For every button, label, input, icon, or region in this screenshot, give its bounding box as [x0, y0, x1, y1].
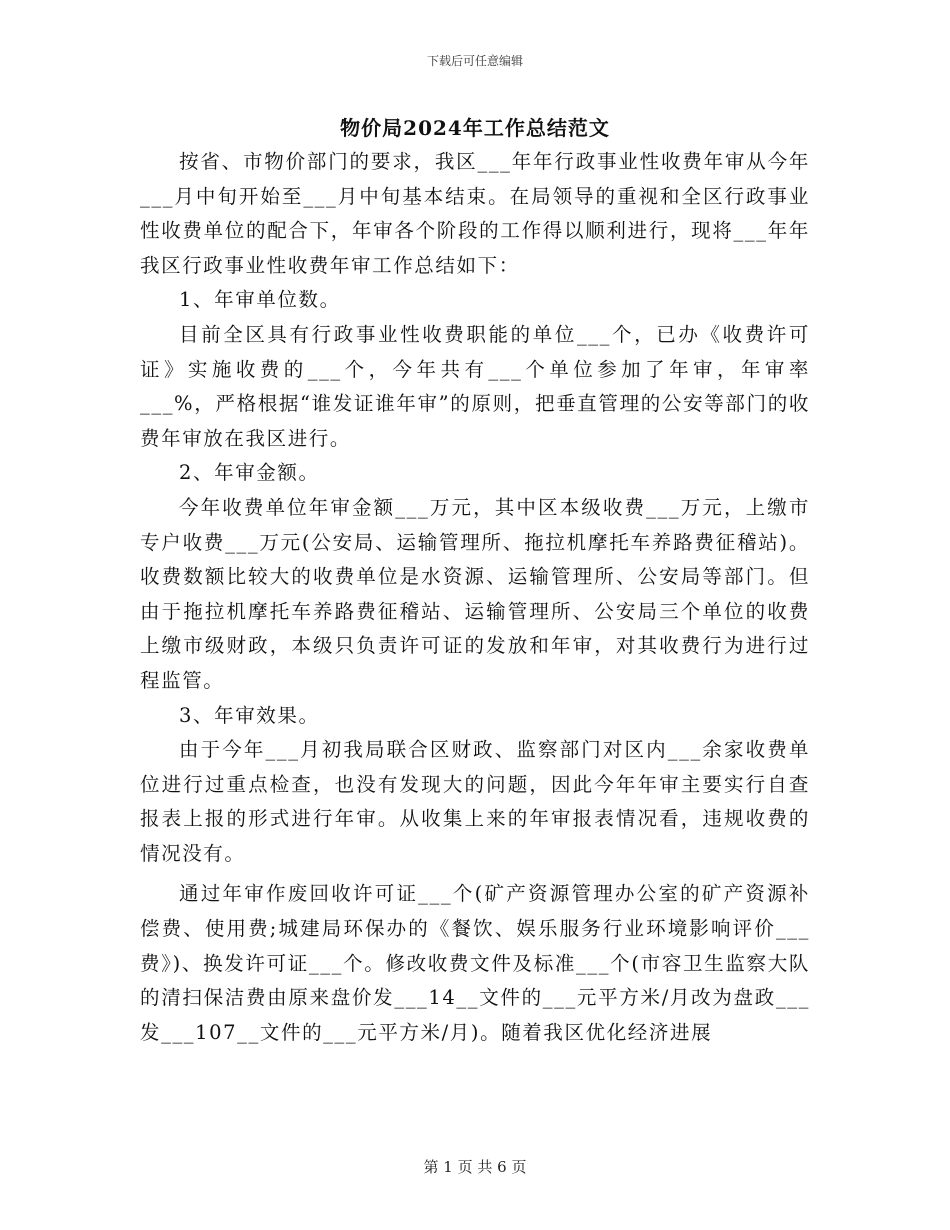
- document-title: 物价局2024年工作总结范文: [340, 116, 610, 140]
- document-body: [140, 145, 810, 1050]
- page-number: 第 1 页 共 6 页: [423, 1158, 527, 1176]
- section-heading-1: 1、年审单位数。: [179, 288, 341, 312]
- section-heading-2: 2、年审金额。: [179, 461, 320, 485]
- paragraph-units: 目前全区具有行政事业性收费职能的单位___个，已办《收费许可证》实施收费的___个，今年共有___个单位参加了年审，年审率___%，严格根据“谁发证谁年审”的原则，把垂直管理的公安等部门的收费年审放在我区进行。: [140, 322, 810, 450]
- paragraph-effect: 由于今年___月初我局联合区财政、监察部门对区内___余家收费单位进行过重点检查，也没有发现大的问题，因此今年年审主要实行自查报表上报的形式进行年审。从收集上来的年审报表情况看，违规收费的情况没有。: [140, 738, 810, 865]
- header-note: 下载后可任意编辑: [426, 54, 523, 68]
- section-heading-3: 3、年审效果。: [179, 703, 320, 727]
- paragraph-amount: 今年收费单位年审金额___万元，其中区本级收费___万元，上缴市专户收费___万元(公安局、运输管理所、拖拉机摩托车养路费征稽站)。收费数额比较大的收费单位是水资源、运输管理所、公安局等部门。但由于拖拉机摩托车养路费征稽站、运输管理所、公安局三个单位的收费上缴市级财政，本级只负责许可证的发放和年审，对其收费行为进行过程监管。: [140, 495, 810, 692]
- paragraph-intro: 按省、市物价部门的要求，我区___年年行政事业性收费年审从今年___月中旬开始至___月中旬基本结束。在局领导的重视和全区行政事业性收费单位的配合下，年审各个阶段的工作得以顺利进行，现将___年年我区行政事业性收费年审工作总结如下：: [140, 150, 810, 277]
- paragraph-licenses: 通过年审作废回收许可证___个(矿产资源管理办公室的矿产资源补偿费、使用费;城建局环保办的《餐饮、娱乐服务行业环境影响评价___费》)、换发许可证___个。修改收费文件及标准___个(市容卫生监察大队的清扫保洁费由原来盘价发___14__文件的___元平方米/月改为盘政___发___107__文件的___元平方米/月)。随着我区优化经济进展: [140, 882, 810, 1044]
